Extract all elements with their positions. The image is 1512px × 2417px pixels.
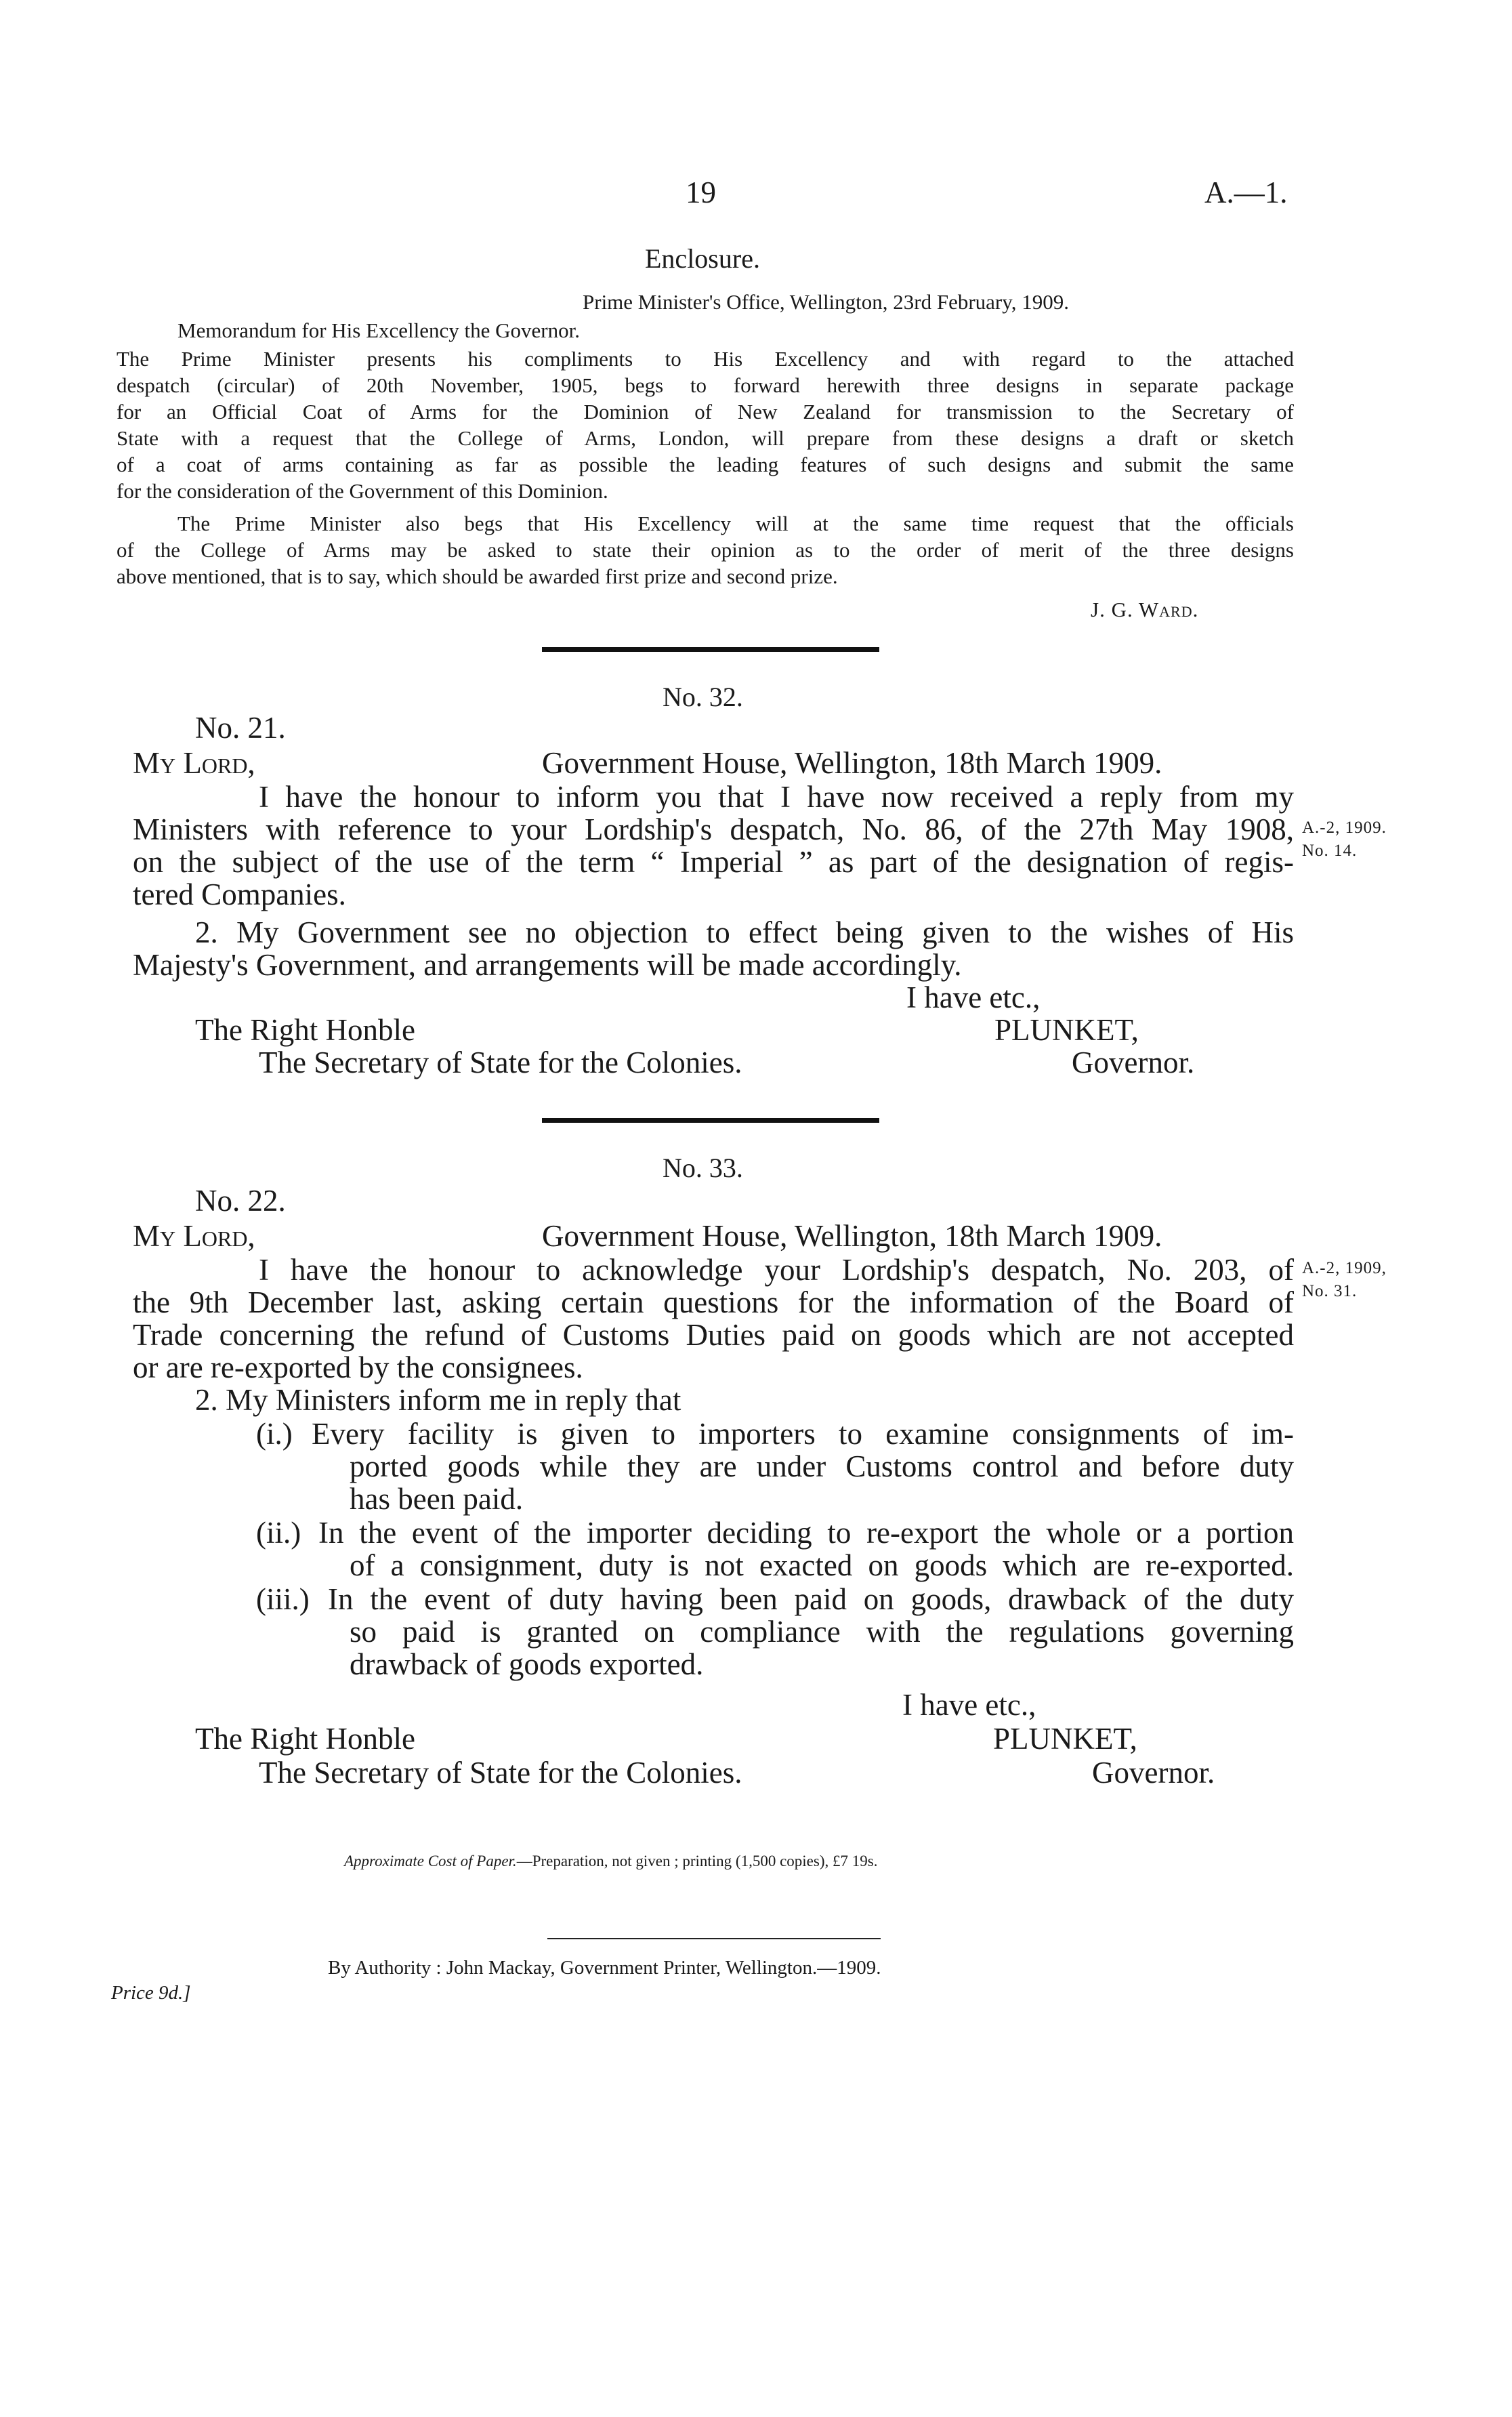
letter-32-addressee-line-1: The Right Honble [195, 1013, 415, 1047]
text-line: The Prime Minister also begs that His Excellency will at the same time request that the officials [177, 512, 1294, 535]
letter-32-margin-ref-1: A.-2, 1909. [1302, 819, 1387, 837]
text-line: tered Companies. [133, 877, 346, 911]
text-line: for the consideration of the Government of this Dominion. [117, 479, 608, 503]
text-line: Every facility is given to importers to examine consignments of im- [312, 1417, 1294, 1451]
text-line: In the event of duty having been paid on goods, drawback of the duty [328, 1582, 1294, 1616]
letter-33-signer: PLUNKET, [993, 1722, 1137, 1756]
letter-33-closing: I have etc., [902, 1688, 1036, 1722]
letter-32-heading: No. 32. [663, 682, 743, 712]
text-line: drawback of goods exported. [350, 1647, 704, 1681]
letter-32-dateline: Government House, Wellington, 18th March 1909. [542, 746, 1162, 780]
text-line: above mentioned, that is to say, which should be awarded first prize and second prize. [117, 564, 838, 588]
text-line: I have the honour to acknowledge your Lordship's despatch, No. 203, of [259, 1253, 1294, 1287]
letter-32-margin-ref-2: No. 14. [1302, 842, 1358, 860]
text-line: ported goods while they are under Customs control and before duty [350, 1449, 1294, 1483]
text-line: or are re-exported by the consignees. [133, 1350, 583, 1384]
letter-32-ref-number: No. 21. [195, 711, 286, 745]
document-code: A.—1. [1204, 175, 1288, 209]
letter-32-addressee-line-2: The Secretary of State for the Colonies. [259, 1046, 742, 1079]
letter-33-paragraph-2-intro: 2. My Ministers inform me in reply that [195, 1383, 681, 1417]
text-line: State with a request that the College of Arms, London, will prepare from these designs a draft or sketch [117, 426, 1294, 450]
text-line: so paid is granted on compliance with the regulations governing [350, 1615, 1294, 1649]
letter-33-salutation: My Lord, [133, 1219, 255, 1253]
text-line: of a consignment, duty is not exacted on goods which are re-exported. [350, 1548, 1294, 1582]
list-item-label: (i.) [256, 1417, 293, 1451]
letter-33-addressee-line-2: The Secretary of State for the Colonies. [259, 1756, 742, 1790]
cost-of-paper-text: —Preparation, not given ; printing (1,500 copies), £7 19s. [516, 1853, 878, 1869]
text-line: In the event of the importer deciding to re-export the whole or a portion [318, 1516, 1294, 1550]
text-line: of a coat of arms containing as far as possible the leading features of such designs and submit the same [117, 453, 1294, 476]
text-line: Ministers with reference to your Lordship's despatch, No. 86, of the 27th May 1908, [133, 812, 1294, 846]
letter-33-heading: No. 33. [663, 1153, 743, 1183]
text-line: 2. My Government see no objection to effect being given to the wishes of His [195, 915, 1294, 949]
text-line: I have the honour to inform you that I have now received a reply from my [259, 780, 1294, 814]
page-number: 19 [686, 175, 716, 209]
enclosure-title: Enclosure. [645, 243, 760, 274]
section-divider [542, 647, 879, 652]
enclosure-office-line: Prime Minister's Office, Wellington, 23rd February, 1909. [583, 290, 1069, 314]
letter-32-closing: I have etc., [906, 980, 1041, 1014]
section-divider [542, 1118, 879, 1123]
footer-divider [547, 1938, 881, 1939]
text-line: has been paid. [350, 1482, 524, 1516]
enclosure-signature: J. G. Ward. [1091, 598, 1199, 621]
enclosure-memo-line: Memorandum for His Excellency the Governor. [177, 318, 580, 342]
letter-33-ref-number: No. 22. [195, 1184, 286, 1218]
letter-32-signer: PLUNKET, [994, 1013, 1139, 1047]
cost-of-paper-note [344, 1853, 877, 1870]
printer-authority: By Authority : John Mackay, Government Printer, Wellington.—1909. [328, 1957, 881, 1979]
letter-32-salutation: My Lord, [133, 746, 255, 780]
text-line: on the subject of the use of the term “ Imperial ” as part of the designation of regis- [133, 845, 1294, 879]
cost-of-paper-label: Approximate Cost of Paper. [344, 1853, 517, 1869]
text-line: Majesty's Government, and arrangements will be made accordingly. [133, 948, 962, 982]
list-item-label: (iii.) [256, 1582, 310, 1616]
list-item-label: (ii.) [256, 1516, 301, 1550]
letter-32-signer-title: Governor. [1072, 1046, 1195, 1079]
text-line: Trade concerning the refund of Customs Duties paid on goods which are not accepted [133, 1318, 1294, 1352]
text-line: of the College of Arms may be asked to state their opinion as to the order of merit of the three designs [117, 538, 1294, 562]
text-line: despatch (circular) of 20th November, 1905, begs to forward herewith three designs in separate package [117, 373, 1294, 397]
text-line: for an Official Coat of Arms for the Dominion of New Zealand for transmission to the Secretary of [117, 400, 1294, 424]
letter-33-margin-ref-1: A.-2, 1909, [1302, 1259, 1387, 1277]
letter-33-addressee-line-1: The Right Honble [195, 1722, 415, 1756]
price-note: Price 9d.] [111, 1982, 191, 2004]
text-line: the 9th December last, asking certain questions for the information of the Board of [133, 1285, 1294, 1319]
letter-33-margin-ref-2: No. 31. [1302, 1282, 1358, 1300]
text-line: The Prime Minister presents his compliments to His Excellency and with regard to the attached [117, 347, 1294, 371]
letter-33-dateline: Government House, Wellington, 18th March 1909. [542, 1219, 1162, 1253]
letter-33-signer-title: Governor. [1092, 1756, 1215, 1790]
